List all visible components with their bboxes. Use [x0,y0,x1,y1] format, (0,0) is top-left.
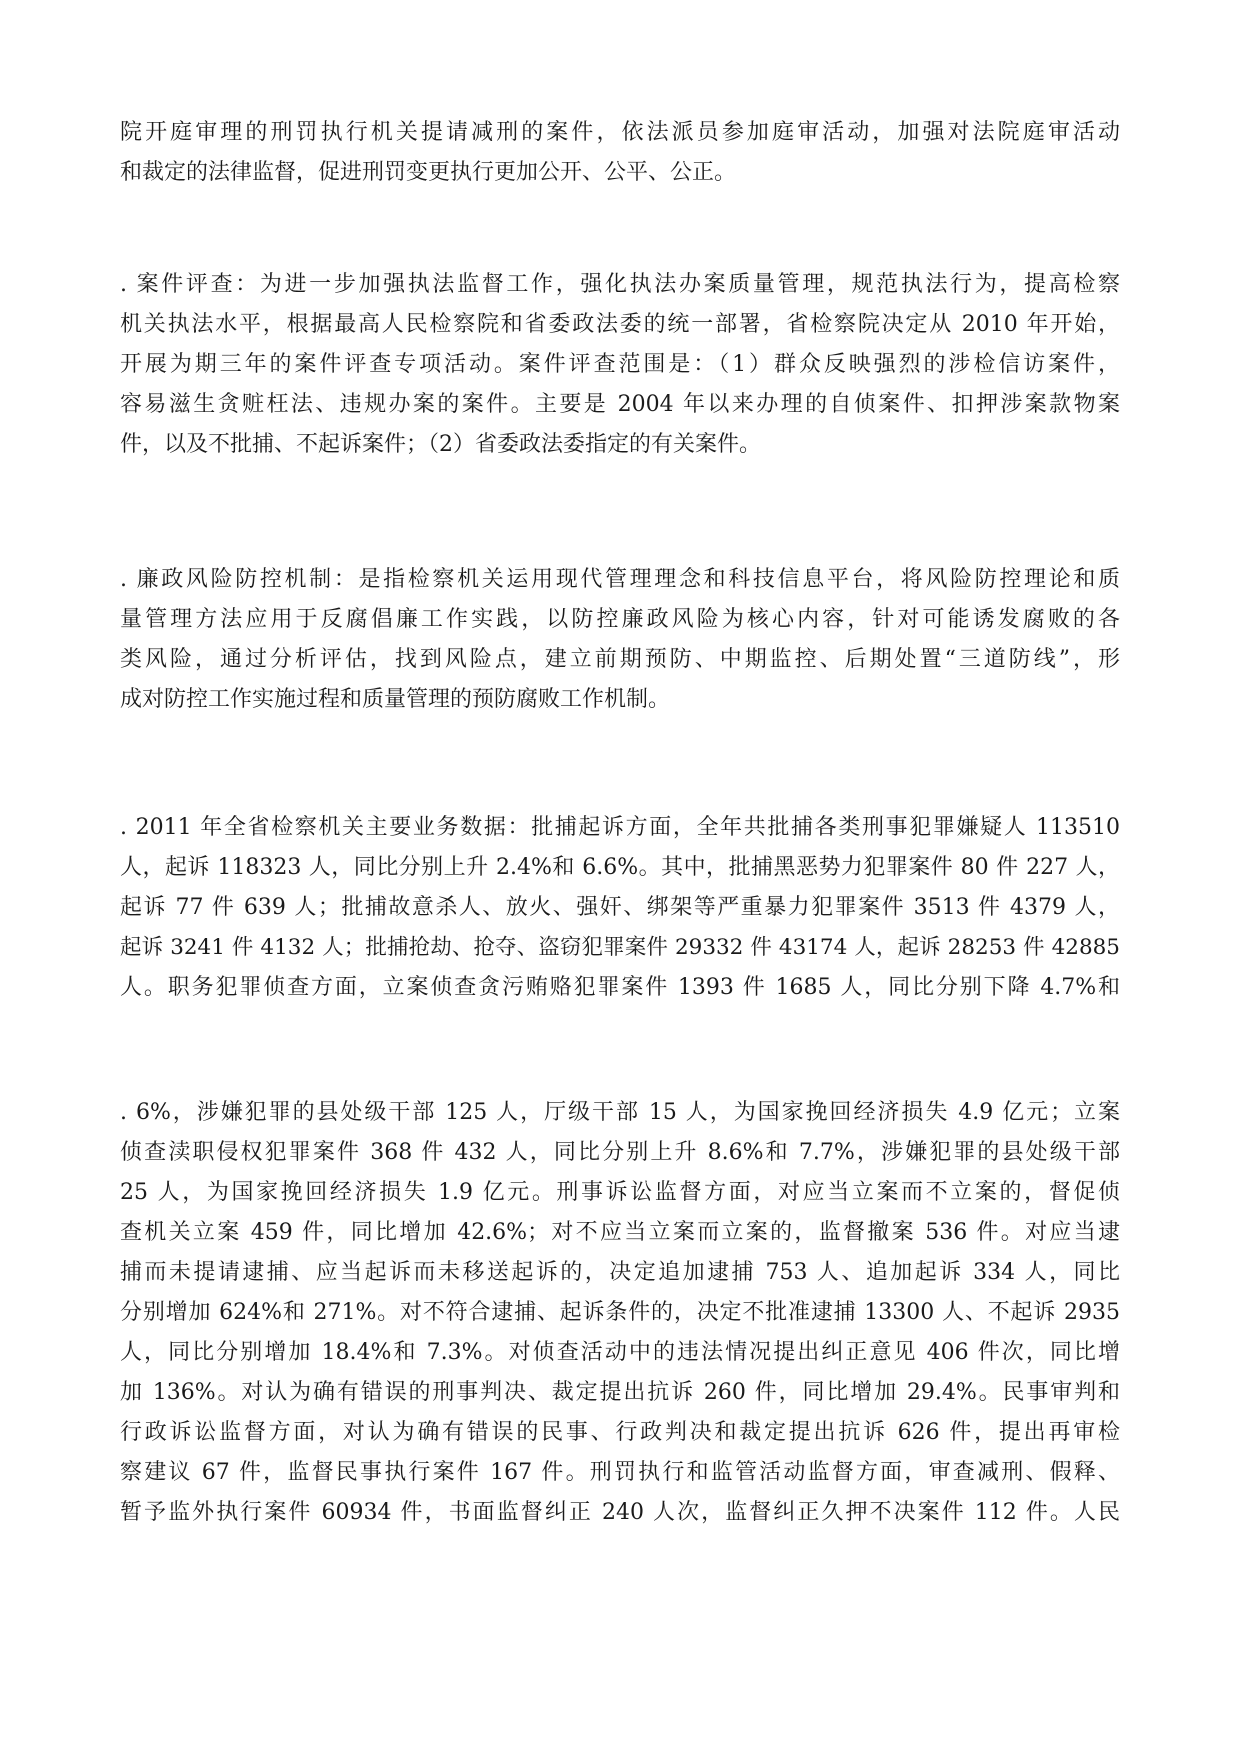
paragraph-1 [120,113,1120,193]
paragraph-case-review [120,265,1120,465]
text-line: 侦查渎职侵权犯罪案件 368 件 432 人，同比分别上升 8.6%和 7.7%，涉嫌犯罪的县处级干部 [120,1140,1120,1165]
text-line: 起诉 77 件 639 人；批捕故意杀人、放火、强奸、绑架等严重暴力犯罪案件 3513 件 4379 人， [120,895,1120,920]
text-line: . 案件评查：为进一步加强执法监督工作，强化执法办案质量管理，规范执法行为，提高检察 [120,272,1120,297]
text-line: 和裁定的法律监督，促进刑罚变更执行更加公开、公平、公正。 [120,160,737,185]
text-line: 捕而未提请逮捕、应当起诉而未移送起诉的，决定追加逮捕 753 人、追加起诉 334 人，同比 [120,1260,1120,1285]
text-line: 加 136%。对认为确有错误的刑事判决、裁定提出抗诉 260 件，同比增加 29.4%。民事审判和 [120,1380,1120,1405]
text-line: 成对防控工作实施过程和质量管理的预防腐败工作机制。 [120,687,671,712]
paragraph-integrity-risk-control [120,560,1120,720]
text-line: 25 人，为国家挽回经济损失 1.9 亿元。刑事诉讼监督方面，对应当立案而不立案的，督促侦 [120,1180,1120,1205]
paragraph-2011-business-data [120,808,1120,1008]
text-line: 容易滋生贪赃枉法、违规办案的案件。主要是 2004 年以来办理的自侦案件、扣押涉案款物案 [120,392,1120,417]
text-line: 查机关立案 459 件，同比增加 42.6%；对不应当立案而立案的，监督撤案 536 件。对应当逮 [120,1220,1120,1245]
paragraph-continued-data [120,1093,1120,1533]
text-line: 开展为期三年的案件评查专项活动。案件评查范围是：（1）群众反映强烈的涉检信访案件， [120,352,1120,377]
text-line: 人，同比分别增加 18.4%和 7.3%。对侦查活动中的违法情况提出纠正意见 406 件次，同比增 [120,1340,1120,1365]
text-line: 人，起诉 118323 人，同比分别上升 2.4%和 6.6%。其中，批捕黑恶势力犯罪案件 80 件 227 人， [120,855,1120,880]
text-line: 件，以及不批捕、不起诉案件；（2）省委政法委指定的有关案件。 [120,432,761,457]
text-line: 起诉 3241 件 4132 人；批捕抢劫、抢夺、盗窃犯罪案件 29332 件 43174 人，起诉 28253 件 42885 [120,935,1120,960]
text-line: . 廉政风险防控机制：是指检察机关运用现代管理理念和科技信息平台，将风险防控理论和质 [120,567,1120,592]
text-line: 类风险，通过分析评估，找到风险点，建立前期预防、中期监控、后期处置“三道防线”，形 [120,647,1120,672]
text-line: 量管理方法应用于反腐倡廉工作实践，以防控廉政风险为核心内容，针对可能诱发腐败的各 [120,607,1120,632]
text-line: . 6%，涉嫌犯罪的县处级干部 125 人，厅级干部 15 人，为国家挽回经济损失 4.9 亿元；立案 [120,1100,1120,1125]
text-line: 分别增加 624%和 271%。对不符合逮捕、起诉条件的，决定不批准逮捕 13300 人、不起诉 2935 [120,1300,1120,1325]
text-line: 察建议 67 件，监督民事执行案件 167 件。刑罚执行和监管活动监督方面，审查减刑、假释、 [120,1460,1120,1485]
text-line: 机关执法水平，根据最高人民检察院和省委政法委的统一部署，省检察院决定从 2010 年开始， [120,312,1120,337]
text-line: 人。职务犯罪侦查方面，立案侦查贪污贿赂犯罪案件 1393 件 1685 人，同比分别下降 4.7%和 [120,975,1120,1000]
text-line: 暂予监外执行案件 60934 件，书面监督纠正 240 人次，监督纠正久押不决案件 112 件。人民 [120,1500,1120,1525]
text-line: 行政诉讼监督方面，对认为确有错误的民事、行政判决和裁定提出抗诉 626 件，提出再审检 [120,1420,1120,1445]
text-line: . 2011 年全省检察机关主要业务数据：批捕起诉方面，全年共批捕各类刑事犯罪嫌疑人 113510 [120,815,1120,840]
text-line: 院开庭审理的刑罚执行机关提请减刑的案件，依法派员参加庭审活动，加强对法院庭审活动 [120,120,1120,145]
